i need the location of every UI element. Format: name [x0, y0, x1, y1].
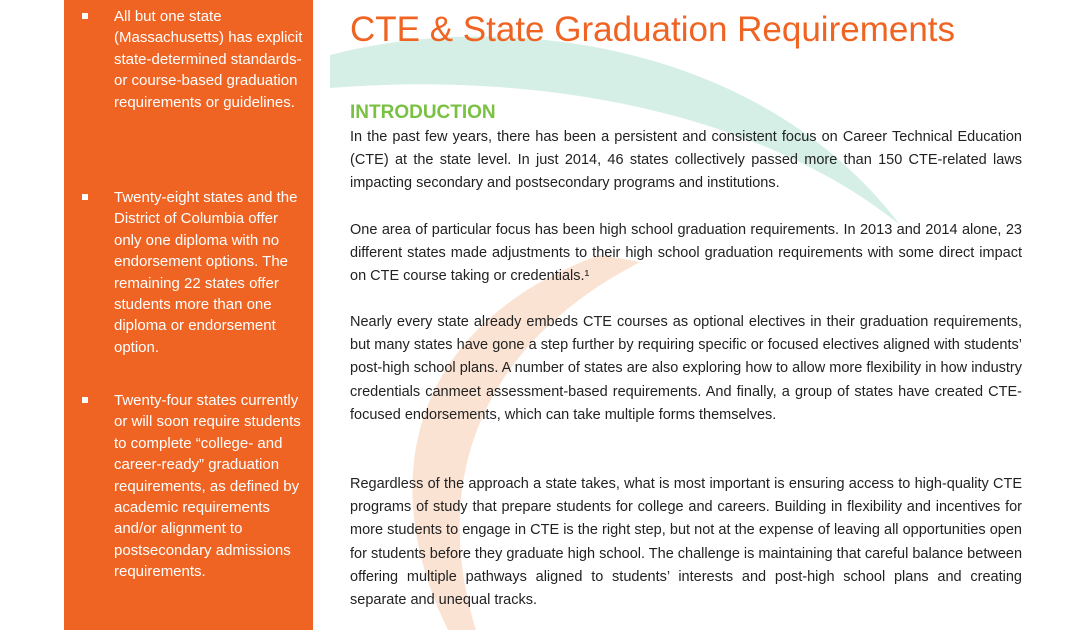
sidebar-item-fact-2	[64, 187, 313, 358]
sidebar-item-text: All but one state (Massachusetts) has explicit state-determined standards- or course-based graduation requirements or guidelines.	[114, 8, 303, 111]
square-bullet-icon	[82, 13, 88, 19]
key-facts-sidebar	[64, 0, 313, 630]
sidebar-item-text: Twenty-four states currently or will soon require students to complete “college- and career-ready” graduation requirements, as defined by academic requirements and/or alignment to postsecondary admissions requirements.	[114, 392, 301, 581]
square-bullet-icon	[82, 194, 88, 200]
page-title: CTE & State Graduation Requirements	[350, 10, 956, 49]
sidebar-item-fact-3	[64, 390, 313, 583]
sidebar-item-fact-1	[64, 6, 313, 113]
paragraph-challenge: Regardless of the approach a state takes, what is most important is ensuring access to high-quality CTE programs of study that prepare students for college and careers. Building in flexibility and incentives for more students to engage in CTE is the right step, but not at the expense of leaving all opportunities open for students before they graduate high school. The challenge is maintaining that careful balance between offering multiple pathways aligned to students’ interests and post-high school plans and creating separate and unequal tracks.	[350, 476, 1023, 609]
section-heading-introduction: INTRODUCTION	[350, 102, 496, 123]
paragraph-cte-focus: In the past few years, there has been a persistent and consistent focus on Career Technical Education (CTE) at the state level. In just 2014, 46 states collectively passed more than 150 CTE-related laws impacting secondary and postsecondary programs and institutions.	[350, 129, 1022, 192]
paragraph-electives-endorsements: Nearly every state already embeds CTE courses as optional electives in their graduation requirements, but many states have gone a step further by requiring specific or focused electives aligned with students’ post-high school plans. A number of states are also exploring how to allow more flexibility in how industry credentials canmeet assessment-based requirements. And finally, a group of states have created CTE-focused endorsements, which can take multiple forms themselves.	[350, 314, 1022, 423]
square-bullet-icon	[82, 397, 88, 403]
paragraph-graduation-requirements: One area of particular focus has been high school graduation requirements. In 2013 and 2014 alone, 23 different states made adjustments to their high school graduation requirements with some direct impact on CTE course taking or credentials.¹	[350, 222, 1022, 285]
sidebar-item-text: Twenty-eight states and the District of Columbia offer only one diploma with no endorsement options. The remaining 22 states offer students more than one diploma or endorsement option.	[114, 189, 298, 356]
